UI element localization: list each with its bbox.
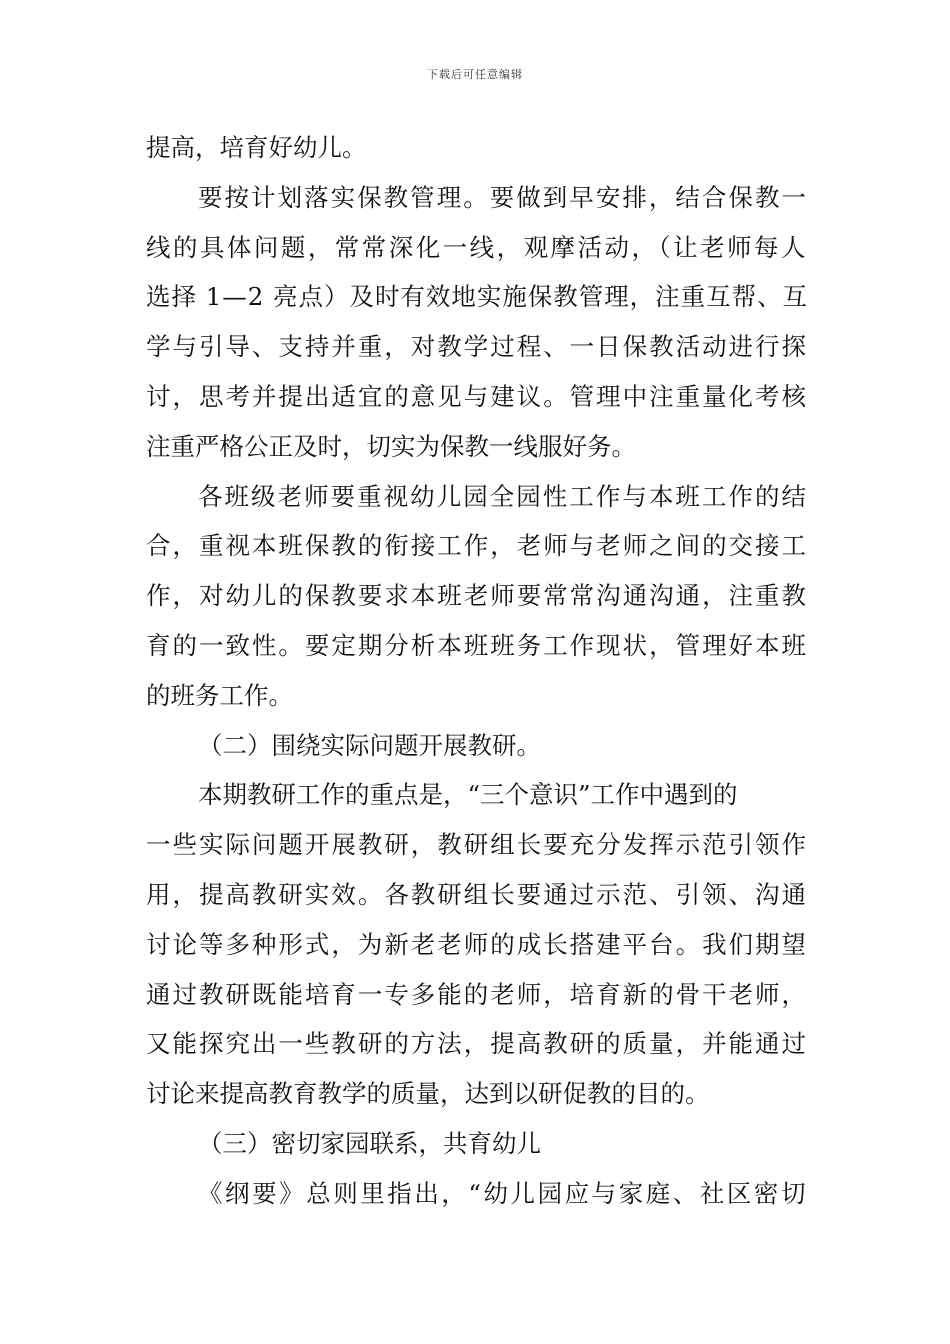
header-note: 下载后可任意编辑	[427, 68, 523, 81]
text-line: 提高，培育好幼儿。	[146, 133, 367, 162]
text-line: 选择 1—2 亮点）及时有效地实施保教管理，注重互帮、互	[146, 282, 808, 312]
text-line: 一些实际问题开展教研，教研组长要充分发挥示范引领作	[146, 830, 808, 860]
text-line: （三）密切家园联系，共育幼儿	[198, 1128, 541, 1158]
text-line: 育的一致性。要定期分析本班班务工作现状，管理好本班	[146, 630, 808, 660]
text-line: 《纲要》总则里指出，“幼儿园应与家庭、社区密切	[198, 1178, 808, 1208]
text-line: 用，提高教研实效。各教研组长要通过示范、引领、沟通	[146, 879, 808, 909]
text-line: （二）围绕实际问题开展教研。	[198, 730, 541, 760]
text-line: 讨论等多种形式，为新老老师的成长搭建平台。我们期望	[146, 929, 808, 959]
text-line: 合，重视本班保教的衔接工作，老师与老师之间的交接工	[146, 531, 808, 561]
text-line: 又能探究出一些教研的方法，提高教研的质量，并能通过	[146, 1029, 808, 1059]
text-line: 线的具体问题，常常深化一线，观摩活动，（让老师每人	[146, 232, 808, 262]
text-line: 各班级老师要重视幼儿园全园性工作与本班工作的结	[198, 481, 808, 511]
text-line: 作，对幼儿的保教要求本班老师要常常沟通沟通，注重教	[146, 581, 808, 611]
text-line: 要按计划落实保教管理。要做到早安排，结合保教一	[198, 182, 808, 212]
text-line: 注重严格公正及时，切实为保教一线服好务。	[146, 431, 636, 461]
text-line: 讨论来提高教育教学的质量，达到以研促教的目的。	[146, 1079, 710, 1109]
text-line: 的班务工作。	[146, 680, 293, 710]
document-body	[146, 123, 808, 1219]
text-line: 学与引导、支持并重，对教学过程、一日保教活动进行探	[146, 332, 808, 362]
text-line: 本期教研工作的重点是，“三个意识”工作中遇到的	[198, 780, 738, 810]
text-line: 通过教研既能培育一专多能的老师，培育新的骨干老师，	[146, 979, 808, 1009]
text-line: 讨，思考并提出适宜的意见与建议。管理中注重量化考核	[146, 381, 808, 411]
